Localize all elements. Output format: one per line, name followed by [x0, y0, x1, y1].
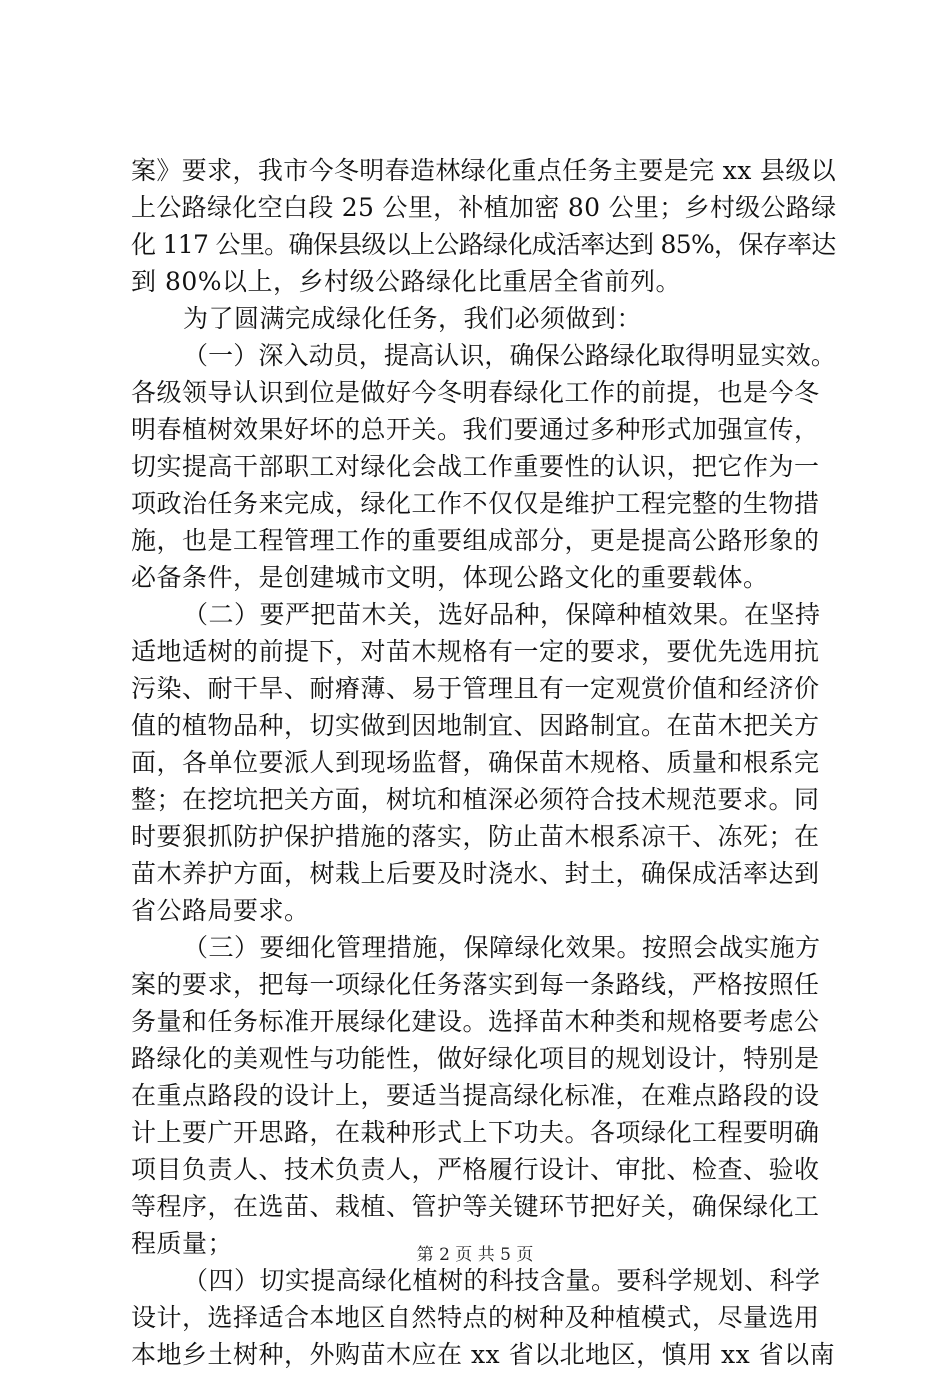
text-line: 设计，选择适合本地区自然特点的树种及种植模式，尽量选用	[131, 1303, 820, 1332]
text-line: 时要狠抓防护保护措施的落实，防止苗木根系凉干、冻死；在	[131, 822, 820, 851]
text-line: 在重点路段的设计上，要适当提高绿化标准，在难点路段的设	[131, 1081, 820, 1110]
text-line: 苗木养护方面，树栽上后要及时浇水、封土，确保成活率达到	[131, 859, 820, 888]
paragraph-first-line: （一）深入动员，提高认识，确保公路绿化取得明显实效。	[183, 341, 837, 370]
text-line: 化 117 公里。确保县级以上公路绿化成活率达到 85%，保存率达	[131, 230, 836, 259]
text-line: 省公路局要求。	[131, 896, 310, 925]
text-line: 本地乡土树种，外购苗木应在 xx 省以北地区，慎用 xx 省以南	[131, 1340, 836, 1369]
text-line: 切实提高干部职工对绿化会战工作重要性的认识，把它作为一	[131, 452, 820, 481]
text-line: 项政治任务来完成，绿化工作不仅仅是维护工程完整的生物措	[131, 489, 820, 518]
text-line: 适地适树的前提下，对苗木规格有一定的要求，要优先选用抗	[131, 637, 820, 666]
text-line: 污染、耐干旱、耐瘠薄、易于管理且有一定观赏价值和经济价	[131, 674, 820, 703]
text-line: 施，也是工程管理工作的重要组成部分，更是提高公路形象的	[131, 526, 820, 555]
text-line: 值的植物品种，切实做到因地制宜、因路制宜。在苗木把关方	[131, 711, 820, 740]
text-line: 明春植树效果好坏的总开关。我们要通过多种形式加强宣传，	[131, 415, 820, 444]
text-line: 案的要求，把每一项绿化任务落实到每一条路线，严格按照任	[131, 970, 820, 999]
text-line: 整；在挖坑把关方面，树坑和植深必须符合技术规范要求。同	[131, 785, 820, 814]
text-line: 必备条件，是创建城市文明，体现公路文化的重要载体。	[131, 563, 769, 592]
text-line: 计上要广开思路，在栽种形式上下功夫。各项绿化工程要明确	[131, 1118, 820, 1147]
text-line: 各级领导认识到位是做好今冬明春绿化工作的前提，也是今冬	[131, 378, 820, 407]
paragraph-first-line: （四）切实提高绿化植树的科技含量。要科学规划、科学	[183, 1266, 821, 1295]
page-footer: 第 2 页 共 5 页	[416, 1245, 534, 1265]
text-line: 路绿化的美观性与功能性，做好绿化项目的规划设计，特别是	[131, 1044, 820, 1073]
paragraph-first-line: 为了圆满完成绿化任务，我们必须做到：	[183, 304, 643, 333]
text-line: 上公路绿化空白段 25 公里，补植加密 80 公里；乡村级公路绿	[131, 193, 837, 222]
text-line: 项目负责人、技术负责人，严格履行设计、审批、检查、验收	[131, 1155, 820, 1184]
paragraph-first-line: （二）要严把苗木关，选好品种，保障种植效果。在坚持	[183, 600, 821, 629]
text-line: 等程序，在选苗、栽植、管护等关键环节把好关，确保绿化工	[131, 1192, 820, 1221]
document-body	[131, 152, 836, 1373]
text-line: 面，各单位要派人到现场监督，确保苗木规格、质量和根系完	[131, 748, 820, 777]
text-line: 到 80%以上，乡村级公路绿化比重居全省前列。	[131, 267, 682, 296]
text-line: 程质量；	[131, 1229, 234, 1258]
text-line: 案》要求，我市今冬明春造林绿化重点任务主要是完 xx 县级以	[131, 156, 837, 185]
text-line: 务量和任务标准开展绿化建设。选择苗木种类和规格要考虑公	[131, 1007, 820, 1036]
paragraph-first-line: （三）要细化管理措施，保障绿化效果。按照会战实施方	[183, 933, 821, 962]
